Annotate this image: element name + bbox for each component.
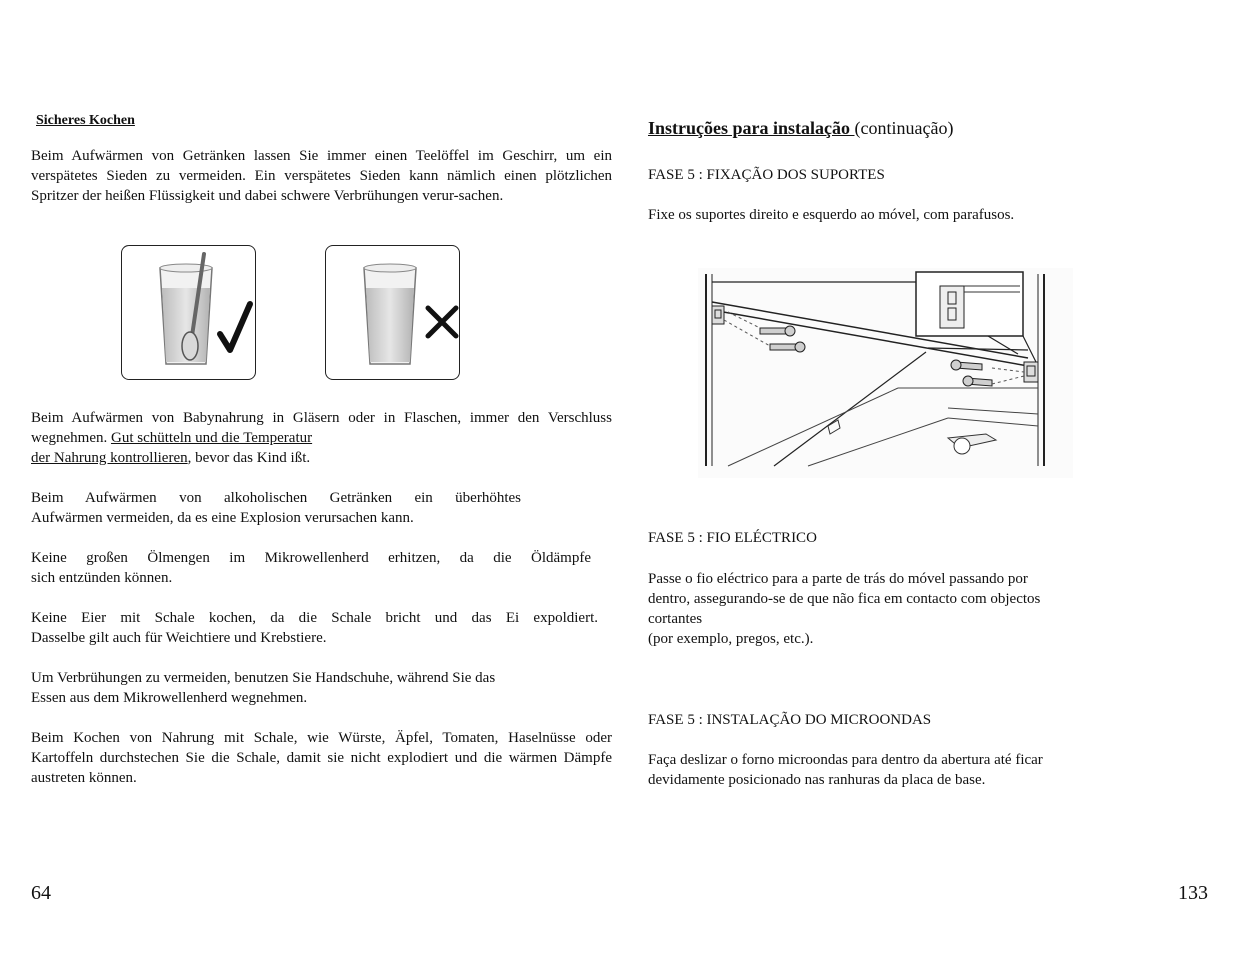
paragraph-teaspoon: Beim Aufwärmen von Getränken lassen Sie immer einen Teelöffel im Geschirr, um ein verspätetes Sieden zu vermeiden. Ein verspätetes Sieden kann nämlich einen plötzlichen Spritzer der heißen Flüssigkeit und dabei schwere Verbrühungen verur-sachen. xyxy=(31,148,612,204)
page-number-left: 64 xyxy=(31,882,51,904)
phase-text-microwave: Faça deslizar o forno microondas para dentro da abertura até ficar devidamente posicionado nas ranhuras da placa de base. xyxy=(648,752,1043,788)
bracket-installation-diagram xyxy=(698,268,1073,478)
phase-heading-microwave: FASE 5 : INSTALAÇÃO DO MICROONDAS xyxy=(648,712,932,728)
paragraph-alcohol: Beim Aufwärmen von alkoholischen Getränken ein überhöhtes Aufwärmen vermeiden, da es eine Explosion verursachen kann. xyxy=(31,490,521,526)
paragraph-eggs: Keine Eier mit Schale kochen, da die Schale bricht und das Ei expoldiert. Dasselbe gilt auch für Weichtiere und Krebstiere. xyxy=(31,610,598,646)
phase-heading-cable: FASE 5 : FIO ELÉCTRICO xyxy=(648,530,817,546)
glass-cross-icon xyxy=(326,246,459,379)
section-title-safe-cooking: Sicheres Kochen xyxy=(36,113,135,128)
phase-heading-brackets: FASE 5 : FIXAÇÃO DOS SUPORTES xyxy=(648,167,885,183)
paragraph-oil: Keine großen Ölmengen im Mikrowellenherd erhitzen, da die Öldämpfe sich entzünden können. xyxy=(31,550,591,586)
glass-without-spoon-wrong-image xyxy=(325,245,460,380)
glass-spoon-check-icon xyxy=(122,246,255,379)
glass-with-spoon-correct-image xyxy=(121,245,256,380)
section-title-installation: Instruções para instalação (continuação) xyxy=(648,118,954,138)
phase-text-brackets: Fixe os suportes direito e esquerdo ao móvel, com parafusos. xyxy=(648,207,1015,223)
paragraph-baby-food: Beim Aufwärmen von Babynahrung in Gläsern oder in Flaschen, immer den Verschluss wegnehmen. Gut schütteln und die Temperatur der Nahrung kontrollieren, bevor das Kind ißt. xyxy=(31,410,612,466)
paragraph-pierce-skin: Beim Kochen von Nahrung mit Schale, wie Würste, Äpfel, Tomaten, Haselnüsse oder Kartoffeln durchstechen Sie die Schale, damit sie nicht explodiert und die wärmen Dämpfe austreten können. xyxy=(31,730,612,786)
page-number-right: 133 xyxy=(1178,882,1208,904)
paragraph-gloves: Um Verbrühungen zu vermeiden, benutzen Sie Handschuhe, während Sie das Essen aus dem Mikrowellenherd wegnehmen. xyxy=(31,670,496,706)
phase-text-cable: Passe o fio eléctrico para a parte de trás do móvel passando por dentro, assegurando-se de que não fica em contacto com objectos cortantes (por exemplo, pregos, etc.). xyxy=(648,571,1041,647)
cabinet-bracket-screws-icon xyxy=(698,268,1073,478)
